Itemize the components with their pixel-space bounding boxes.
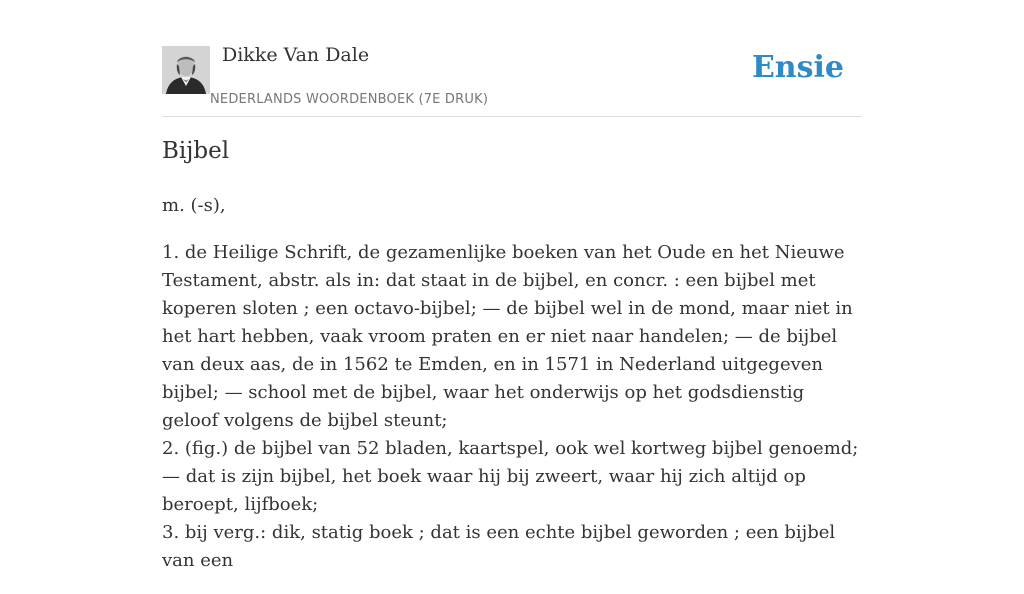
entry-definition: 1. de Heilige Schrift, de gezamenlijke boeken van het Oude en het Nieuwe Testament, abstr. als in: dat staat in de bijbel, en concr. : een bijbel met koperen sloten ; een octavo-bijbel; — de bijbel wel in de mond, maar niet in het hart hebben, vaak vroom praten en er niet naar handelen; — de bijbel van deux aas, de in 1562 te Emden, en in 1571 in Nederland uitgegeven bijbel; — school met de bijbel, waar het onderwijs op het godsdienstig geloof volgens de bijbel steunt; 2. (fig.) de bijbel van 52 bladen, kaartspel, ook wel kortweg bijbel genoemd; — dat is zijn bijbel, het boek waar hij bij zweert, waar hij zich altijd op beroept, lijfboek; 3. bij verg.: dik, statig boek ; dat is een echte bijbel geworden ; een bijbel van een <box>162 242 859 571</box>
entry-title: Bijbel <box>162 138 230 164</box>
entry-body <box>162 192 862 594</box>
author-avatar[interactable] <box>162 46 210 94</box>
source-title: NEDERLANDS WOORDENBOEK (7E DRUK) <box>210 92 489 107</box>
header <box>162 0 862 117</box>
portrait-icon <box>162 46 210 94</box>
author-name[interactable]: Dikke Van Dale <box>222 44 370 66</box>
entry-grammar: m. (-s), <box>162 195 226 216</box>
brand-logo[interactable]: Ensie <box>751 50 844 85</box>
